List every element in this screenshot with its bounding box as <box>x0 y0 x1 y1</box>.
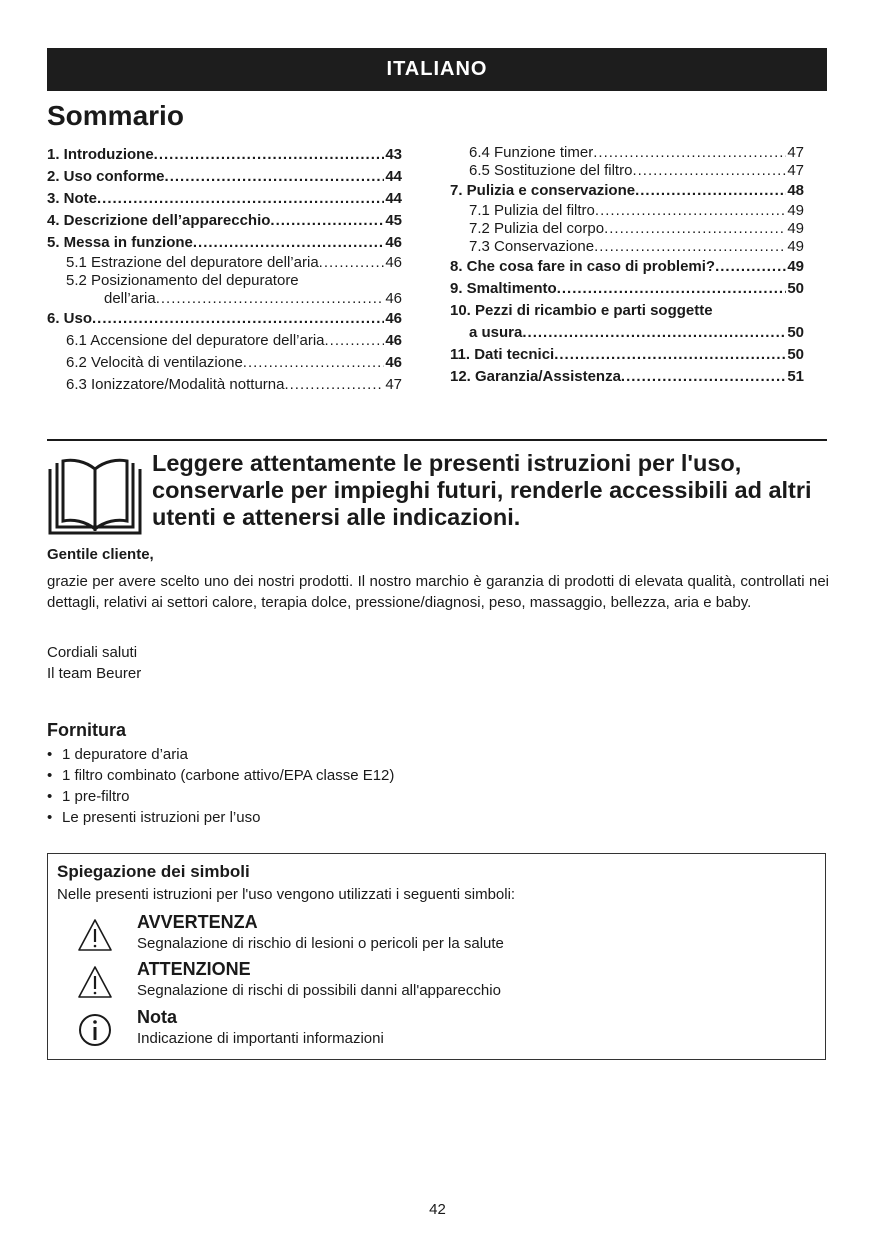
warning-triangle-icon <box>77 918 113 952</box>
list-item: • Le presenti istruzioni per l’uso <box>47 807 394 828</box>
toc-entry[interactable] <box>450 256 804 278</box>
toc-entry[interactable] <box>47 166 402 188</box>
toc-entry-label: 5.2 Posizionamento del depuratore <box>66 272 299 289</box>
read-instructions-notice: Leggere attentamente le presenti istruzioni per l'uso, conservarle per impieghi futuri, renderle accessibili ad altri utenti e attenersi alle indicazioni. <box>152 450 812 530</box>
closing-signature: Il team Beurer <box>47 665 142 682</box>
toc-entry-label: 6.4 Funzione timer <box>469 144 594 161</box>
toc-entry-label: 10. Pezzi di ricambio e parti soggette <box>450 302 713 319</box>
toc-entry-page: 50 <box>787 324 804 341</box>
symbol-item-note <box>57 1007 757 1053</box>
toc-entry-page: 47 <box>385 376 402 393</box>
warning-triangle-icon <box>77 965 113 999</box>
toc-entry-page: 51 <box>787 368 804 385</box>
greeting: Gentile cliente, <box>47 546 154 563</box>
toc-entry-page: 50 <box>787 280 804 297</box>
symbol-item-caution <box>57 959 757 1005</box>
toc-entry-label: 9. Smaltimento <box>450 280 557 297</box>
toc-entry[interactable] <box>450 162 804 180</box>
toc-entry[interactable] <box>450 366 804 388</box>
symbols-heading: Spiegazione dei simboli <box>57 862 250 881</box>
toc-entry-label: 6.2 Velocità di ventilazione <box>66 354 243 371</box>
toc-entry-label: 5.1 Estrazione del depuratore dell’aria <box>66 254 319 271</box>
toc-right-column <box>450 144 804 388</box>
toc-title: Sommario <box>47 100 184 131</box>
toc-entry-page: 49 <box>787 238 804 255</box>
closing <box>47 642 141 684</box>
toc-entry[interactable] <box>450 220 804 238</box>
toc-entry-label: 6.1 Accensione del depuratore dell’aria <box>66 332 325 349</box>
book-icon <box>47 451 143 535</box>
symbol-description: Segnalazione di rischio di lesioni o pericoli per la salute <box>137 935 504 952</box>
symbol-item-warning <box>57 912 757 958</box>
language-label: ITALIANO <box>386 58 488 80</box>
toc-entry-label: 3. Note <box>47 190 98 207</box>
toc-entry-label: 7.1 Pulizia del filtro <box>469 202 595 219</box>
toc-entry-label: 6.5 Sostituzione del filtro <box>469 162 633 179</box>
toc-entry-page: 49 <box>787 202 804 219</box>
toc-entry[interactable] <box>47 308 402 330</box>
symbol-description: Indicazione di importanti informazioni <box>137 1030 384 1047</box>
symbols-intro: Nelle presenti istruzioni per l'uso vengono utilizzati i seguenti simboli: <box>57 886 516 903</box>
toc-entry-label: 7.3 Conservazione <box>469 238 595 255</box>
page-number: 42 <box>429 1201 446 1218</box>
list-item: • 1 filtro combinato (carbone attivo/EPA classe E12) <box>47 765 394 786</box>
toc-entry-page: 46 <box>385 354 402 371</box>
toc-entry-label: 1. Introduzione <box>47 146 154 163</box>
toc-entry[interactable] <box>450 300 804 322</box>
toc-entry-page: 48 <box>787 182 804 199</box>
toc-entry-page: 46 <box>385 310 402 327</box>
toc-entry[interactable] <box>450 344 804 366</box>
toc-entry[interactable] <box>450 180 804 202</box>
toc-entry-page: 46 <box>385 290 402 307</box>
toc-entry-label: 4. Descrizione dell’apparecchio <box>47 212 271 229</box>
toc-entry-page: 44 <box>385 168 402 185</box>
toc-entry-page: 46 <box>385 254 402 271</box>
toc-entry-page: 49 <box>787 258 804 275</box>
toc-entry-label: 11. Dati tecnici <box>450 346 555 363</box>
toc-entry[interactable] <box>47 188 402 210</box>
toc-entry-label: 5. Messa in funzione <box>47 234 193 251</box>
toc-entry[interactable] <box>450 238 804 256</box>
toc-entry-label: 12. Garanzia/Assistenza <box>450 368 621 385</box>
toc-entry[interactable] <box>47 144 402 166</box>
toc-left-column <box>47 144 402 396</box>
symbol-description: Segnalazione di rischi di possibili danni all'apparecchio <box>137 982 501 999</box>
toc-entry-page: 47 <box>787 144 804 161</box>
toc-entry[interactable] <box>47 232 402 254</box>
info-icon <box>77 1013 113 1047</box>
toc-entry-label: 6. Uso <box>47 310 93 327</box>
supply-heading: Fornitura <box>47 720 126 740</box>
closing-line: Cordiali saluti <box>47 644 138 661</box>
symbol-name: Nota <box>137 1007 177 1027</box>
toc-entry-page: 43 <box>385 146 402 163</box>
intro-paragraph: grazie per avere scelto uno dei nostri prodotti. Il nostro marchio è garanzia di prodotti di elevata qualità, controllati nei dettagli, relativi ai settori calore, terapia dolce, pressione/diagnosi, peso, massaggio, bellezza, aria e baby. <box>47 573 829 611</box>
toc-entry-page: 44 <box>385 190 402 207</box>
toc-entry[interactable] <box>450 202 804 220</box>
toc-entry[interactable] <box>47 254 402 272</box>
symbol-name: ATTENZIONE <box>137 959 251 979</box>
toc-entry[interactable] <box>450 322 804 344</box>
toc-entry-label: 6.3 Ionizzatore/Modalità notturna <box>66 376 285 393</box>
language-header <box>47 48 827 91</box>
toc-entry-page: 50 <box>787 346 804 363</box>
toc-entry[interactable] <box>47 272 402 290</box>
symbol-name: AVVERTENZA <box>137 912 258 932</box>
list-item: • 1 depuratore d’aria <box>47 744 394 765</box>
toc-entry-page: 46 <box>385 332 402 349</box>
toc-entry[interactable] <box>47 330 402 352</box>
toc-entry-page: 45 <box>385 212 402 229</box>
toc-entry[interactable] <box>450 144 804 162</box>
toc-entry[interactable] <box>47 352 402 374</box>
section-divider <box>47 439 827 441</box>
list-item: • 1 pre-filtro <box>47 786 394 807</box>
toc-entry-label: 8. Che cosa fare in caso di problemi? <box>450 258 716 275</box>
toc-entry-label: 7.2 Pulizia del corpo <box>469 220 605 237</box>
toc-entry[interactable] <box>450 278 804 300</box>
toc-entry[interactable] <box>47 290 402 308</box>
toc-entry[interactable] <box>47 210 402 232</box>
symbols-box <box>47 853 826 1060</box>
toc-entry-label: 7. Pulizia e conservazione <box>450 182 636 199</box>
supply-list <box>47 744 394 828</box>
toc-entry-page: 46 <box>385 234 402 251</box>
toc-entry[interactable] <box>47 374 402 396</box>
toc-entry-label: a usura <box>469 324 523 341</box>
toc-entry-label: dell’aria <box>104 290 156 307</box>
toc-entry-label: 2. Uso conforme <box>47 168 165 185</box>
toc-entry-page: 47 <box>787 162 804 179</box>
toc-entry-page: 49 <box>787 220 804 237</box>
